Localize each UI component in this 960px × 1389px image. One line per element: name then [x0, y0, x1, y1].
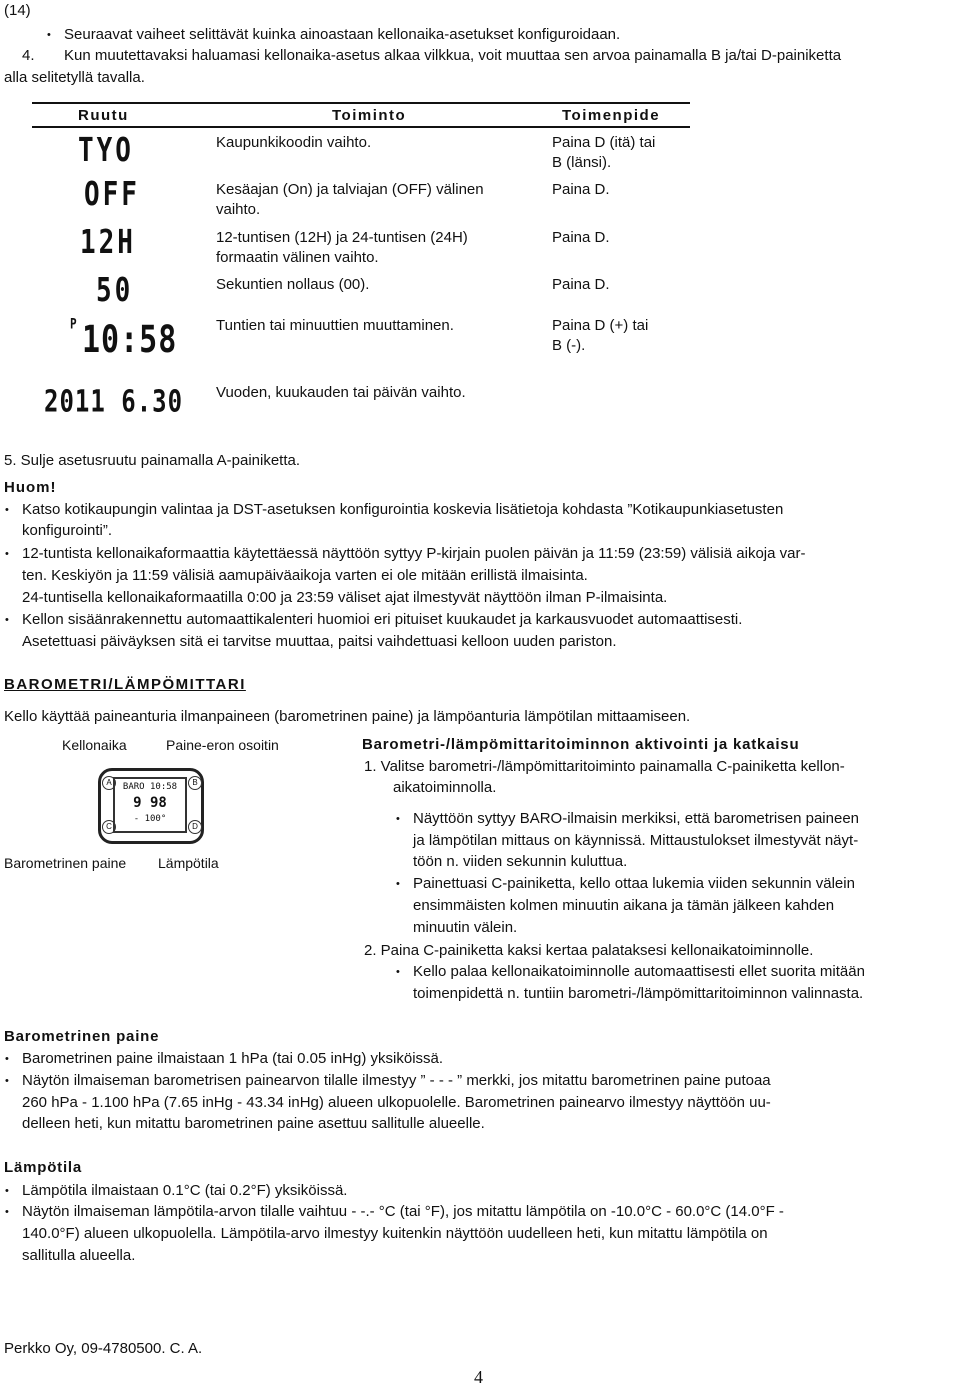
note-item-cont: 24-tuntisella kellonaikaformaatilla 0:00 ja 23:59 väliset ajat ilmestyvät näyttöön ilman P-ilmaisinta.: [22, 589, 668, 606]
activation-bullet: • Painettuasi C-painiketta, kello ottaa lukemia viiden sekunnin välein: [413, 873, 855, 895]
lcd-display-off: OFF: [84, 176, 140, 214]
barometric-item-cont: delleen heti, kun mitattu barometrinen paine asettuu sallitulle alueelle.: [22, 1115, 485, 1132]
table-cell-action: Vuoden, kuukauden tai päivän vaihto.: [216, 384, 466, 401]
watch-screen-line: BARO 10:58: [122, 782, 178, 792]
table-cell-action: Kesäajan (On) ja talviajan (OFF) välinen: [216, 181, 484, 198]
activation-bullet: • Näyttöön syttyy BARO-ilmaisin merkiksi, että barometrisen paineen: [413, 808, 859, 830]
figure-label-diff: Paine-eron osoitin: [166, 737, 279, 753]
section-title: BAROMETRI/LÄMPÖMITTARI: [4, 676, 246, 693]
step4-number: 4.: [22, 47, 35, 64]
pm-indicator: P: [70, 316, 77, 333]
figure-label-pressure: Barometrinen paine: [4, 855, 127, 871]
note-item-cont: konfigurointi”.: [22, 522, 113, 539]
watch-button-c: C: [102, 820, 116, 834]
note-title: Huom!: [4, 479, 57, 496]
figure-label-time: Kellonaika: [62, 737, 127, 753]
col-header-action: Toiminto: [332, 107, 407, 124]
col-header-procedure: Toimenpide: [562, 107, 661, 124]
activation-bullet-cont: ja lämpötilan mittaus on käynnissä. Mittaustulokset ilmestyvät näyt-: [413, 832, 859, 849]
watch-screen-line: 9 98: [133, 795, 167, 811]
table-cell-action: Kaupunkikoodin vaihto.: [216, 134, 372, 151]
note-item-cont: Asetettuasi päiväyksen sitä ei tarvitse muuttaa, paitsi vaihdettuasi kelloon uuden pariston.: [22, 633, 617, 650]
table-cell-action: Sekuntien nollaus (00).: [216, 276, 370, 293]
note-item: • 12-tuntista kellonaikaformaattia käytettäessä näyttöön syttyy P-kirjain puolen päivän ja 11:59 (23:59) välisiä aikoja var-: [22, 543, 805, 565]
lcd-display-seconds: 50: [96, 272, 134, 310]
barometric-item-cont: 260 hPa - 1.100 hPa (7.65 inHg - 43.34 inHg) alueen ulkopuolelle. Barometrinen painearvo ilmestyy näyttöön uu-: [22, 1094, 771, 1111]
temperature-item-cont: 140.0°F) alueen ulkopuolella. Lämpötila-arvo ilmestyy kuitenkin näyttöön uudelleen heti, kun mitattu lämpötila on: [22, 1225, 768, 1242]
table-cell-procedure: Paina D (itä) tai: [552, 134, 656, 151]
activation-bullet-cont: ensimmäisten kolmen minuutin aikana ja tämän jälkeen kahden: [413, 897, 835, 914]
step4-text-cont: alla selitetyllä tavalla.: [4, 69, 145, 86]
watch-button-b: B: [188, 776, 202, 790]
table-cell-procedure: Paina D (+) tai: [552, 317, 649, 334]
activation-step: 2. Paina C-painiketta kaksi kertaa palataksesi kellonaikatoiminnolle.: [364, 942, 814, 959]
table-cell-procedure: Paina D.: [552, 229, 610, 246]
lcd-display-time: 10:58: [82, 318, 178, 362]
table-cell-procedure-cont: B (länsi).: [552, 154, 612, 171]
temperature-item: • Lämpötila ilmaistaan 0.1°C (tai 0.2°F) yksiköissä.: [22, 1180, 347, 1202]
footer-text: Perkko Oy, 09-4780500. C. A.: [4, 1340, 203, 1357]
intro-bullet: • Seuraavat vaiheet selittävät kuinka ainoastaan kellonaika-asetukset konfiguroidaan.: [64, 24, 620, 46]
watch-screen-line: - 100°: [133, 814, 167, 824]
note-item-cont: ten. Keskiyön ja 11:59 välisiä aamupäiväaikoja varten ei ole mitään erillistä ilmaisinta.: [22, 567, 588, 584]
watch-screen: [113, 777, 187, 833]
table-cell-procedure-cont: B (-).: [552, 337, 586, 354]
table-cell-procedure: Paina D.: [552, 181, 610, 198]
activation-step: 1. Valitse barometri-/lämpömittaritoiminto painamalla C-painiketta kellon-: [364, 758, 845, 775]
page-label: (14): [4, 2, 31, 19]
step5-text: 5. Sulje asetusruutu painamalla A-painiketta.: [4, 452, 301, 469]
temperature-item: • Näytön ilmaiseman lämpötila-arvon tilalle vaihtuu - -.- °C (tai °F), jos mitattu lämpötila on -10.0°C - 60.0°C (14.0°F -: [22, 1201, 784, 1223]
note-item: • Katso kotikaupungin valintaa ja DST-asetuksen konfigurointia koskevia lisätietoja kohdasta ”Kotikaupunkiasetusten: [22, 499, 783, 521]
step4-text: Kun muutettavaksi haluamasi kellonaika-asetus alkaa vilkkua, voit muuttaa sen arvoa painamalla B ja/tai D-painiketta: [64, 47, 842, 64]
activation-bullet-cont: toimenpidettä n. tuntiin barometri-/lämpömittaritoiminnon valinnasta.: [413, 985, 864, 1002]
page-number: 4: [474, 1367, 483, 1387]
table-cell-action: Tuntien tai minuuttien muuttaminen.: [216, 317, 454, 334]
barometric-item: • Barometrinen paine ilmaistaan 1 hPa (tai 0.05 inHg) yksiköissä.: [22, 1048, 443, 1070]
table-cell-procedure: Paina D.: [552, 276, 610, 293]
activation-bullet-cont: töön n. viiden sekunnin kuluttua.: [413, 853, 628, 870]
col-header-display: Ruutu: [78, 107, 129, 124]
activation-step-cont: aikatoiminnolla.: [393, 779, 497, 796]
temperature-item-cont: sallitulla alueella.: [22, 1247, 136, 1264]
activation-title: Barometri-/lämpömittaritoiminnon aktivointi ja katkaisu: [362, 736, 800, 753]
lcd-display-12h: 12H: [80, 224, 136, 262]
section-intro: Kello käyttää paineanturia ilmanpaineen (barometrinen paine) ja lämpöanturia lämpötilan mittaamiseen.: [4, 708, 691, 725]
barometric-item: • Näytön ilmaiseman barometrisen painearvon tilalle ilmestyy ” - - - ” merkki, jos mitattu barometrinen paine putoaa: [22, 1070, 771, 1092]
figure-label-temp: Lämpötila: [158, 855, 219, 871]
activation-bullet: • Kello palaa kellonaikatoiminnolle automaattisesti ellet suorita mitään: [413, 961, 865, 983]
table-header: [32, 102, 690, 128]
activation-bullet-cont: minuutin välein.: [413, 919, 518, 936]
lcd-display-tyo: TYO: [78, 132, 134, 170]
table-cell-action: 12-tuntisen (12H) ja 24-tuntisen (24H): [216, 229, 468, 246]
watch-button-a: A: [102, 776, 116, 790]
watch-button-d: D: [188, 820, 202, 834]
table-cell-action-cont: vaihto.: [216, 201, 261, 218]
table-cell-action-cont: formaatin välinen vaihto.: [216, 249, 379, 266]
lcd-display-date: 2011 6.30: [44, 384, 184, 419]
temperature-title: Lämpötila: [4, 1159, 83, 1176]
note-item: • Kellon sisäänrakennettu automaattikalenteri huomioi eri pituiset kuukaudet ja karkausvuodet automaattisesti.: [22, 609, 742, 631]
barometric-title: Barometrinen paine: [4, 1028, 160, 1045]
